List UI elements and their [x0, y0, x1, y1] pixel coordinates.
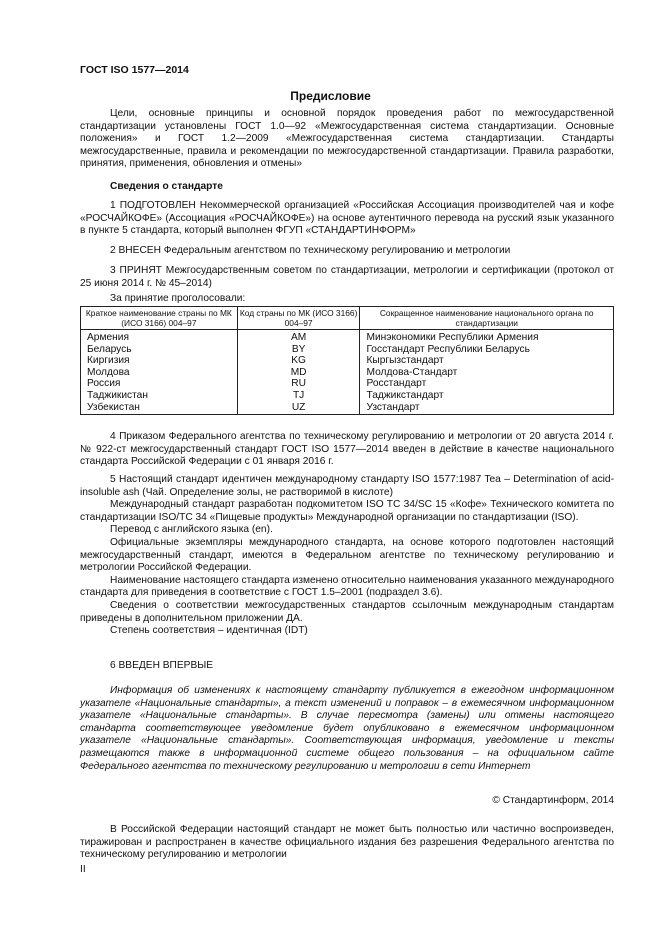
- country-cell: Узбекистан: [81, 402, 238, 415]
- document-code-header: ГОСТ ISO 1577—2014: [80, 64, 189, 76]
- code-cell: MD: [237, 367, 360, 379]
- table-row: [81, 378, 614, 390]
- page-title: Предисловие: [290, 89, 371, 103]
- country-cell: Таджикистан: [81, 390, 238, 402]
- item5-references-paragraph: Сведения о соответствии межгосударственных стандартов ссылочным международным стандартам приведены в дополнительном приложении ДА.: [80, 599, 614, 624]
- info-note-block: [80, 685, 614, 773]
- code-cell: KG: [237, 355, 360, 367]
- body-cell: Росстандарт: [360, 378, 614, 390]
- item5-copies-paragraph: Официальные экземпляры международного стандарта, на основе которого подготовлен настоящий межгосударственный стандарт, имеются в Федеральном агентстве по техническому регулированию и метрологии Российской Федерации.: [80, 536, 614, 574]
- vote-table-header-row: [81, 307, 614, 330]
- item2-paragraph: 2 ВНЕСЕН Федеральным агентством по техническому регулированию и метрологии: [110, 245, 511, 256]
- code-cell: TJ: [237, 390, 360, 402]
- section-heading-block: [80, 181, 614, 194]
- page-number: II: [80, 864, 86, 875]
- item4-block: [80, 431, 614, 469]
- vote-table-header-code: Код страны по МК (ИСО 3166) 004–97: [237, 307, 360, 330]
- item5-paragraph: 5 Настоящий стандарт идентичен международному стандарту ISO 1577:1987 Tea – Determination of acid-insoluble ash (Чай. Определение золы, не растворимой в кислоте): [80, 474, 614, 498]
- table-row: [81, 355, 614, 367]
- item5-block: [80, 474, 614, 638]
- table-row: [81, 390, 614, 402]
- legal-notice-block: [80, 824, 614, 862]
- table-row: [81, 367, 614, 379]
- table-row: [81, 344, 614, 356]
- item5-translation-paragraph: Перевод с английского языка (en).: [110, 524, 273, 536]
- table-row: [81, 402, 614, 415]
- vote-caption-block: [80, 293, 614, 306]
- legal-notice-paragraph: В Российской Федерации настоящий стандарт не может быть полностью или частично воспроизведен, тиражирован и распространен в качестве официального издания без разрешения Федерального агентства по техническому регулированию и метрологии: [80, 824, 614, 861]
- country-cell: Киргизия: [81, 355, 238, 367]
- copyright-block: [80, 795, 614, 808]
- body-cell: Минэкономики Республики Армения: [360, 330, 614, 344]
- info-note-paragraph: Информация об изменениях к настоящему стандарту публикуется в ежегодном информационном указателе «Национальные стандарты», а текст изменений и поправок – в ежемесячном информационном указателе «Национальные стандарты». В случае пересмотра (замены) или отмены настоящего стандарта соответствующее уведомление будет опубликовано в ежемесячном информационном указателе «Национальные стандарты». Соответствующая информация, уведомление и тексты размещаются также в информационной системе общего пользования – на официальном сайте Федерального агентства по техническому регулированию и метрологии в сети Интернет: [80, 685, 614, 772]
- item3-paragraph: 3 ПРИНЯТ Межгосударственным советом по стандартизации, метрологии и сертификации (протокол от 25 июня 2014 г. № 45–2014): [80, 265, 614, 289]
- vote-table-header-body: Сокращенное наименование национального органа по стандартизации: [360, 307, 614, 330]
- code-cell: UZ: [237, 402, 360, 415]
- item4-paragraph: 4 Приказом Федерального агентства по техническому регулированию и метрологии от 20 августа 2014 г. № 922-ст межгосударственный стандарт ГОСТ ISO 1577—2014 введен в действие в качестве национального стандарта Российской Федерации с 01 января 2016 г.: [80, 431, 614, 468]
- body-cell: Госстандарт Республики Беларусь: [360, 344, 614, 356]
- body-cell: Молдова-Стандарт: [360, 367, 614, 379]
- code-cell: RU: [237, 378, 360, 390]
- item6-paragraph: 6 ВВЕДЕН ВПЕРВЫЕ: [110, 660, 214, 671]
- item5-name-change-paragraph: Наименование настоящего стандарта изменено относительно наименования указанного международного стандарта для приведения в соответствие с ГОСТ 1.5–2001 (подраздел 3.6).: [80, 574, 614, 599]
- code-cell: AM: [237, 330, 360, 344]
- vote-caption: За принятие проголосовали:: [110, 293, 246, 304]
- copyright-text: © Стандартинформ, 2014: [492, 795, 614, 806]
- code-cell: BY: [237, 344, 360, 356]
- item5-developer-paragraph: Международный стандарт разработан подкомитетом ISO TC 34/SC 15 «Кофе» Технического комитета по стандартизации ISO/TC 34 «Пищевые продукты» Международной организации по стандартизации (ISO).: [80, 499, 614, 523]
- item5-conformity-paragraph: Степень соответствия – идентичная (IDT): [110, 625, 308, 637]
- vote-table: [80, 306, 614, 415]
- intro-block: [80, 108, 614, 171]
- body-cell: Узстандарт: [360, 402, 614, 415]
- item6-block: [80, 660, 614, 673]
- item1-block: [80, 200, 614, 238]
- item2-block: [80, 245, 614, 258]
- body-cell: Кыргызстандарт: [360, 355, 614, 367]
- item1-paragraph: 1 ПОДГОТОВЛЕН Некоммерческой организацией «Российская Ассоциация производителей чая и кофе «РОСЧАЙКОФЕ» (Ассоциация «РОСЧАЙКОФЕ») на основе аутентичного перевода на русский язык указанного в пункте 5 стандарта, который выполнен ФГУП «СТАНДАРТИНФОРМ»: [80, 200, 614, 237]
- item3-block: [80, 265, 614, 290]
- table-row: [81, 330, 614, 344]
- country-cell: Армения: [81, 330, 238, 344]
- country-cell: Россия: [81, 378, 238, 390]
- country-cell: Беларусь: [81, 344, 238, 356]
- section-heading: Сведения о стандарте: [110, 181, 223, 192]
- country-cell: Молдова: [81, 367, 238, 379]
- body-cell: Таджикстандарт: [360, 390, 614, 402]
- vote-table-header-country: Краткое наименование страны по МК (ИСО 3166) 004–97: [81, 307, 238, 330]
- intro-paragraph: Цели, основные принципы и основной порядок проведения работ по межгосударственной стандартизации установлены ГОСТ 1.0—92 «Межгосударственная система стандартизации. Основные положения» и ГОСТ 1.2—2009 «Межгосударственная система стандартизации. Стандарты межгосударственные, правила и рекомендации по межгосударственной стандартизации. Правила разработки, принятия, применения, обновления и отмены»: [80, 108, 614, 170]
